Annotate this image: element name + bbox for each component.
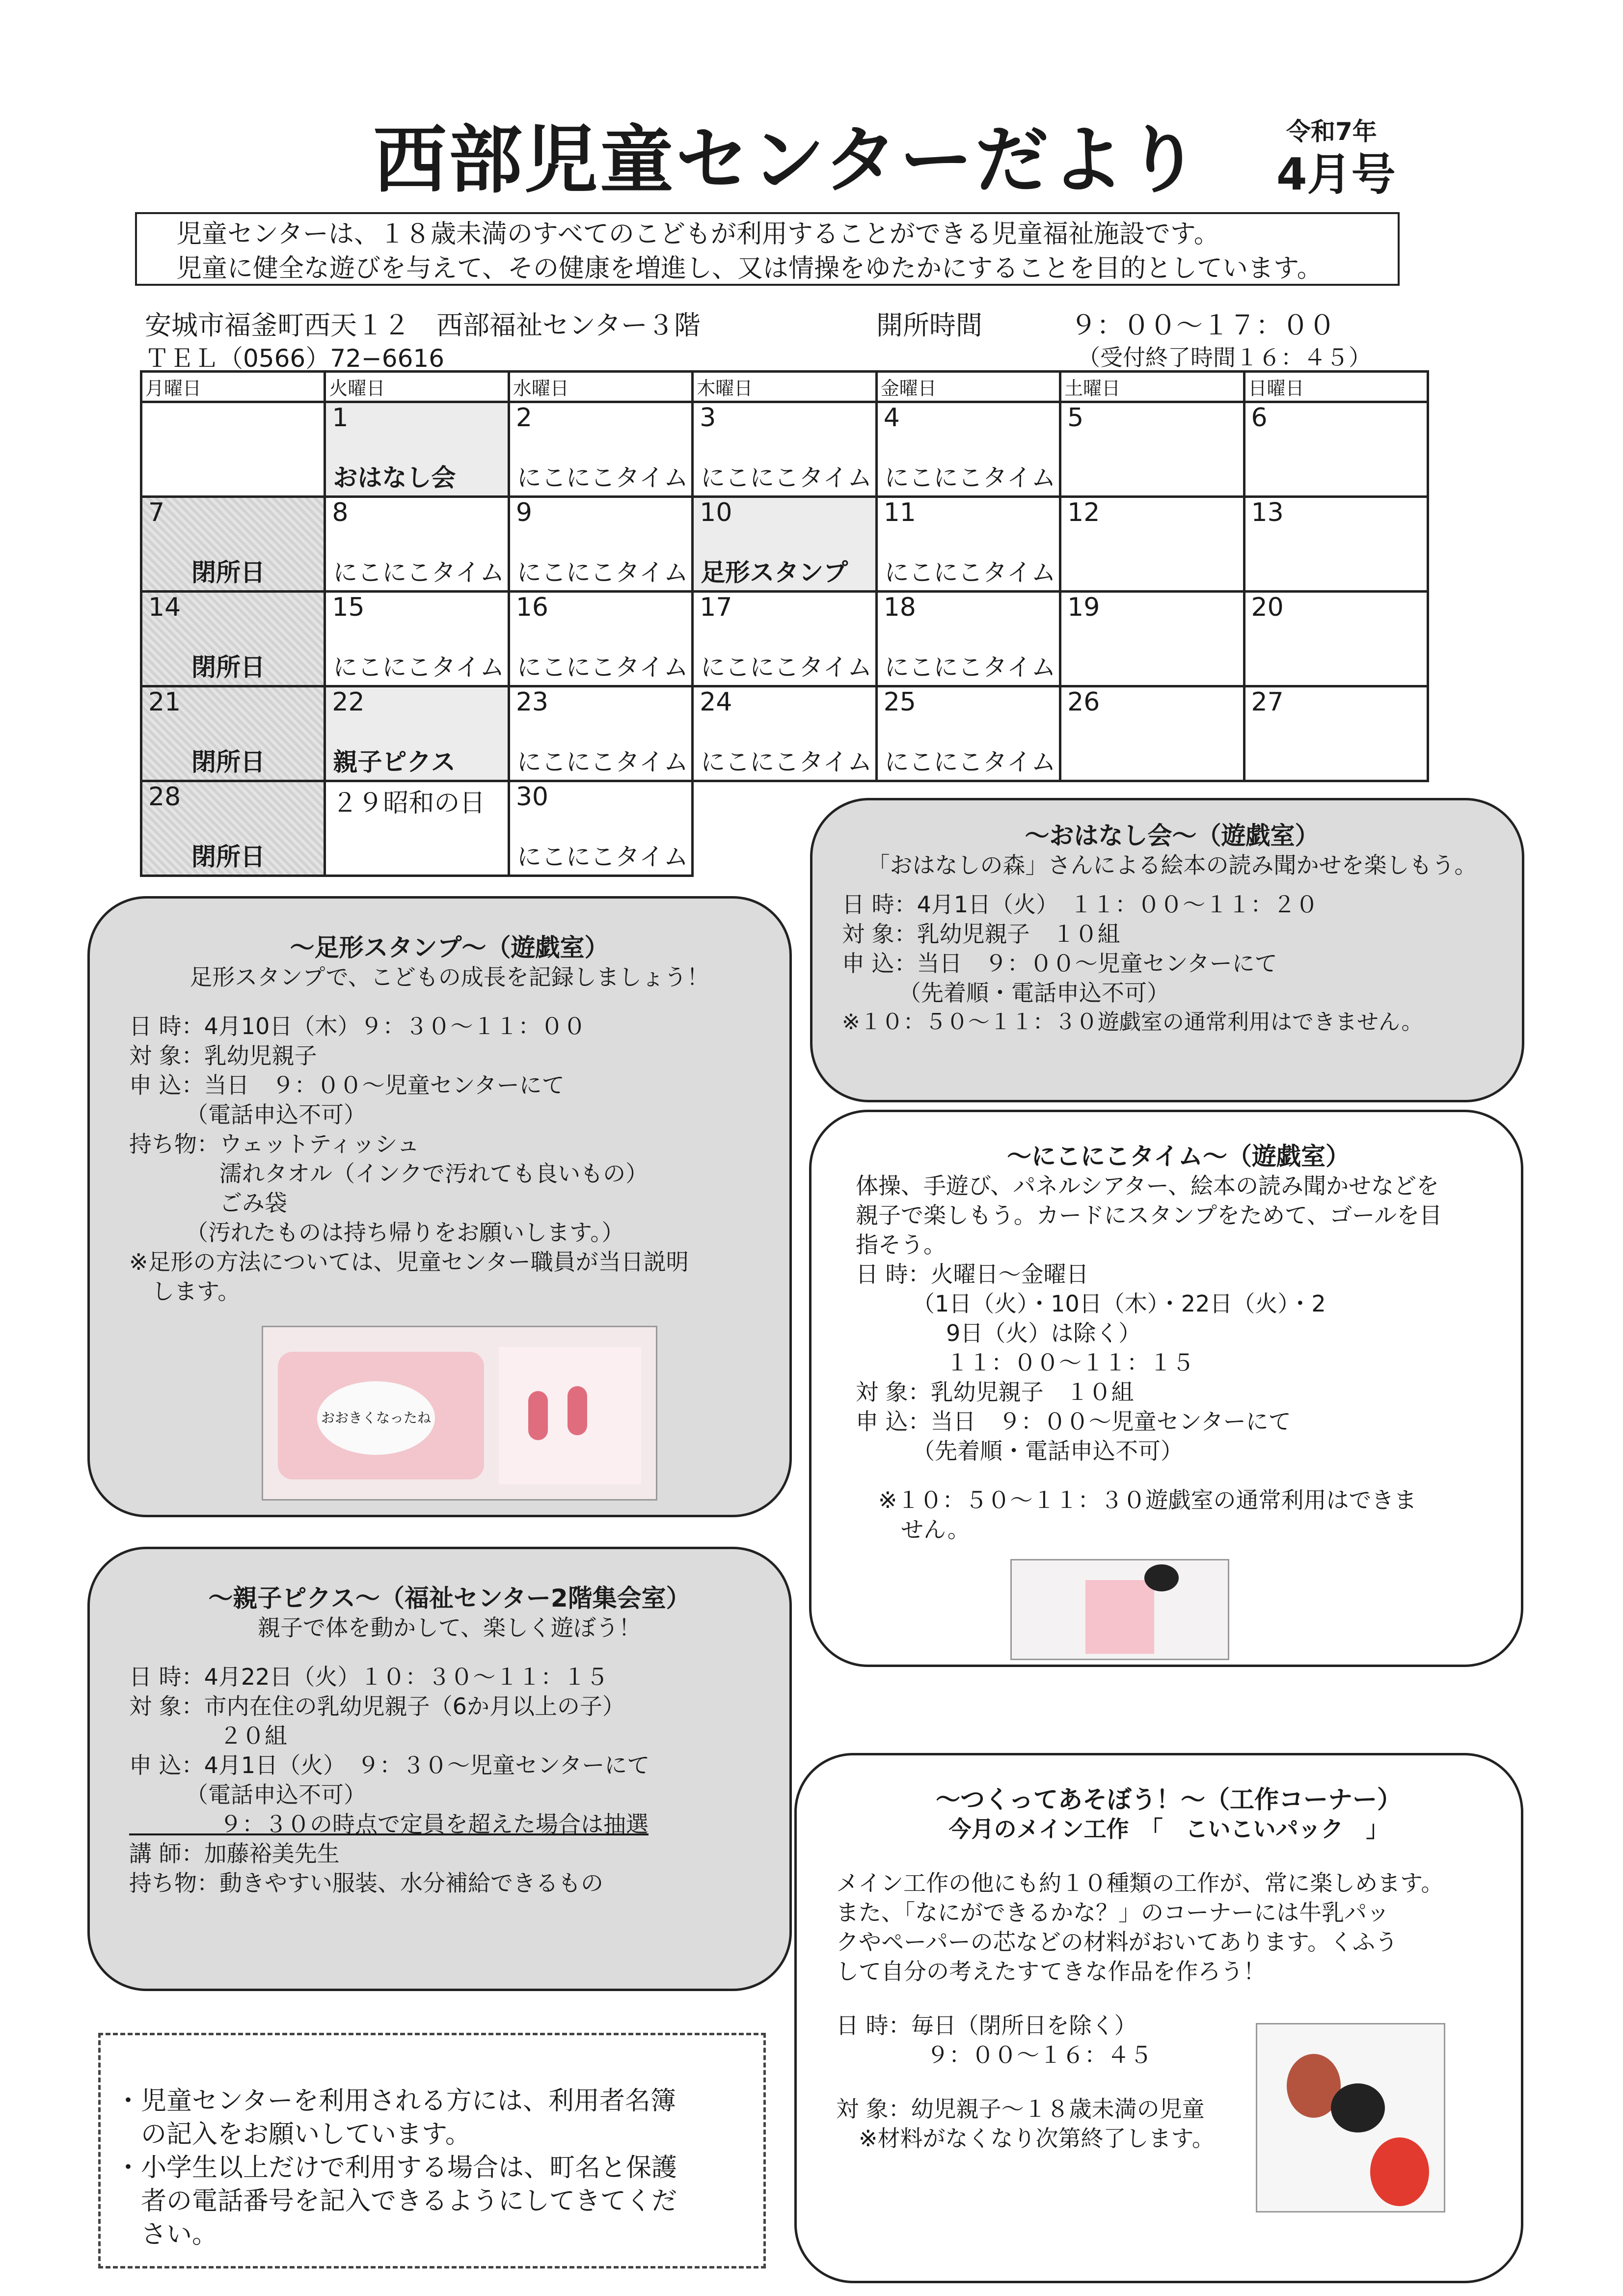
day-number: 24: [700, 687, 732, 717]
day-number: 28: [148, 782, 181, 812]
nikoniko-line: [856, 1466, 1501, 1485]
nikoniko-line: 指そう。: [856, 1231, 946, 1258]
day-number: 3: [700, 403, 716, 433]
nikoniko-line: 対 象：乳幼児親子 １０組: [856, 1379, 1134, 1405]
tsukutte-line: クやペーパーの芯などの材料がおいてあります。くふう: [836, 1929, 1398, 1955]
closed-day-label: 閉所日: [191, 748, 265, 776]
oyako-line: 日 時：4月22日（火）１０：３０〜１１：１５: [129, 1664, 609, 1690]
closed-day-label: 閉所日: [191, 843, 265, 871]
oyako-lead: 親子で体を動かして、楽しく遊ぼう！: [257, 1614, 642, 1641]
calendar-week: [141, 402, 1428, 497]
event-label: 親子ピクス: [333, 748, 456, 776]
nikoniko-line: 親子で楽しもう。カードにスタンプをためて、ゴールを目: [856, 1202, 1442, 1229]
ashigata-line: 持ち物：ウェットティッシュ: [129, 1131, 420, 1157]
day-number: 14: [148, 593, 181, 622]
tsukutte-line: ※材料がなくなり次第終了します。: [836, 2125, 1215, 2152]
nikoniko-box: [809, 1110, 1523, 1667]
tsukutte-box: [794, 1753, 1523, 2283]
ashigata-line: 日 時：4月10日（木）９：３０〜１１：００: [129, 1013, 586, 1039]
day-number: 19: [1067, 593, 1100, 622]
day-number: 20: [1251, 593, 1284, 622]
ohanashi-line: 日 時：4月1日（火） １１：００〜１１：２０: [842, 891, 1319, 918]
tsukutte-line: また、「なにができるかな？」のコーナーには牛乳パッ: [836, 1899, 1389, 1926]
ashigata-line: します。: [129, 1278, 241, 1305]
tsukutte-line: して自分の考えたすてきな作品を作ろう！: [836, 1958, 1266, 1985]
edition-month: 4月号: [1276, 149, 1396, 200]
notice-line: さい。: [115, 2220, 218, 2249]
tsukutte-line: 日 時：毎日（閉所日を除く）: [836, 2012, 1137, 2039]
calendar-day: [325, 402, 509, 497]
day-number: 13: [1251, 498, 1284, 527]
nikoniko-title: 〜にこにこタイム〜（遊戯室）: [1007, 1142, 1350, 1171]
calendar-day: [1244, 686, 1428, 781]
event-label: にこにこタイム: [333, 558, 505, 587]
ohanashi-lead: 「おはなしの森」さんによる絵本の読み聞かせを楽しもう。: [867, 852, 1477, 878]
ohanashi-line: 対 象：乳幼児親子 １０組: [842, 921, 1120, 947]
ohanashi-box: [810, 798, 1524, 1102]
intro-box: [135, 212, 1400, 286]
footprint-icon: [568, 1386, 587, 1435]
closed-day-label: 閉所日: [191, 653, 265, 682]
day-number: 25: [883, 687, 916, 717]
calendar-day: [693, 497, 876, 592]
oyako-line: 対 象：市内在住の乳幼児親子（6か月以上の子）: [129, 1693, 625, 1720]
calendar-day: [509, 497, 692, 592]
page-title: 西部児童センターだより: [373, 118, 1202, 203]
footprint-photo: [262, 1326, 657, 1501]
tsukutte-line: [836, 1986, 1501, 2011]
notice-line: ・小学生以上だけで利用する場合は、町名と保護: [115, 2153, 677, 2183]
nikoniko-line: 日 時：火曜日〜金曜日: [856, 1261, 1089, 1287]
ashigata-line: （汚れたものは持ち帰りをお願いします。）: [129, 1219, 624, 1246]
notice-line: ・児童センターを利用される方には、利用者名簿: [115, 2086, 676, 2116]
day-number: 12: [1067, 498, 1100, 527]
stamp-card-icon: [1085, 1580, 1154, 1654]
ohanashi-line: （先着順・電話申込不可）: [842, 980, 1169, 1006]
oyako-line: 持ち物：動きやすい服装、水分補給できるもの: [129, 1870, 603, 1896]
event-label: おはなし会: [333, 464, 456, 492]
notice-line: の記入をお願いしています。: [115, 2120, 471, 2149]
tsukutte-line: 対 象：幼児親子〜１８歳未満の児童: [836, 2096, 1205, 2122]
event-label: にこにこタイム: [333, 653, 505, 682]
event-label: にこにこタイム: [884, 748, 1056, 776]
oyako-title: 〜親子ピクス〜（福祉センター2階集会室）: [208, 1584, 691, 1613]
calendar-day: [141, 781, 325, 876]
weekday-header: 日曜日: [1244, 372, 1428, 402]
day-number: 21: [148, 687, 181, 717]
weekday-header: 木曜日: [693, 372, 876, 402]
intro-line: 児童に健全な遊びを与えて、その健康を増進し、又は情操をゆたかにすることを目的としています。: [176, 254, 1323, 283]
day-number: 10: [700, 498, 732, 527]
calendar-day: [876, 592, 1060, 686]
event-label: にこにこタイム: [516, 464, 688, 492]
nikoniko-line: 申 込：当日 ９：００〜児童センターにて: [856, 1408, 1291, 1435]
tsukutte-line: メイン工作の他にも約１０種類の工作が、常に楽しめます。: [836, 1870, 1444, 1896]
calendar-day: [1244, 497, 1428, 592]
intro-line: 児童センターは、１８歳未満のすべてのこどもが利用することができる児童福祉施設です。: [176, 219, 1219, 249]
weekday-header: 水曜日: [509, 372, 692, 402]
day-number: 16: [515, 593, 549, 622]
event-label: にこにこタイム: [884, 653, 1056, 682]
day-number: 22: [332, 687, 365, 717]
event-label: にこにこタイム: [516, 843, 688, 871]
calendar-day: [509, 781, 692, 876]
calendar-day: [325, 497, 509, 592]
event-label: 足形スタンプ: [701, 558, 848, 587]
event-label: にこにこタイム: [701, 748, 872, 776]
calendar-day: [509, 592, 692, 686]
calendar-day: [1060, 592, 1244, 686]
day-number: 15: [332, 593, 365, 622]
event-label: にこにこタイム: [701, 464, 872, 492]
day-number: 9: [515, 498, 532, 527]
day-number: ２９昭和の日: [332, 789, 486, 818]
calendar-day: [141, 686, 325, 781]
calendar-day: [325, 781, 509, 876]
calendar-day: [141, 497, 325, 592]
tsukutte-main-craft: 今月のメイン工作 「 こいこいパック 」: [948, 1816, 1389, 1842]
day-number: 23: [515, 687, 549, 717]
calendar-day: [693, 402, 876, 497]
calendar-day: [1060, 686, 1244, 781]
oyako-line: 申 込：4月1日（火） ９：３０〜児童センターにて: [129, 1752, 650, 1778]
calendar-day: [1060, 402, 1244, 497]
calendar-day: [141, 592, 325, 686]
ashigata-line: ごみ袋: [129, 1190, 287, 1216]
calendar-day: [509, 402, 692, 497]
day-number: 26: [1067, 687, 1100, 717]
calendar-day: [876, 686, 1060, 781]
weekday-header: 火曜日: [325, 372, 509, 402]
ashigata-line: （電話申込不可）: [129, 1101, 366, 1128]
address: 安城市福釜町西天１２ 西部福祉センター３階: [145, 310, 701, 341]
oyako-box: [87, 1547, 792, 1991]
event-label: にこにこタイム: [516, 653, 688, 682]
day-number: 8: [332, 498, 349, 527]
telephone: ＴＥＬ（0566）72−6616: [145, 344, 445, 373]
oyako-line: 講 師：加藤裕美先生: [129, 1840, 340, 1867]
footprint-icon: [528, 1391, 548, 1440]
oyako-line: （電話申込不可）: [129, 1781, 366, 1808]
nikoniko-line: 体操、手遊び、パネルシアター、絵本の読み聞かせなどを: [856, 1173, 1439, 1199]
nikoniko-line: せん。: [856, 1516, 970, 1543]
nikoniko-line: （先着順・電話申込不可）: [856, 1438, 1183, 1464]
calendar-week: [141, 686, 1428, 781]
ohanashi-line: 申 込：当日 ９：００〜児童センターにて: [842, 950, 1277, 977]
reception-time: （受付終了時間１６：４５）: [1078, 344, 1371, 371]
nikoniko-line: 9日（火）は除く）: [856, 1320, 1141, 1346]
event-label: にこにこタイム: [884, 464, 1056, 492]
hours-label: 開所時間: [876, 310, 982, 341]
ashigata-line: ※足形の方法については、児童センター職員が当日説明: [129, 1249, 689, 1275]
ashigata-box: [87, 896, 792, 1517]
day-number: 27: [1251, 687, 1284, 717]
day-number: 17: [700, 593, 732, 622]
tsukutte-title: 〜つくってあそぼう！〜（工作コーナー）: [936, 1785, 1402, 1814]
calendar-day: [876, 497, 1060, 592]
calendar-day: [693, 686, 876, 781]
ashigata-lead: 足形スタンプで、こどもの成長を記録しましょう！: [189, 964, 709, 990]
weekday-header: 土曜日: [1060, 372, 1244, 402]
calendar-day: [325, 592, 509, 686]
closed-day-label: 閉所日: [191, 558, 265, 587]
ohanashi-line: ※１０：５０〜１１：３０遊戯室の通常利用はできません。: [842, 1010, 1423, 1035]
oyako-line: ２０組: [129, 1722, 287, 1749]
ashigata-line: 申 込：当日 ９：００〜児童センターにて: [129, 1072, 565, 1098]
opening-hours: ９：００〜１７：００: [1070, 310, 1335, 341]
nikoniko-line: １１：００〜１１：１５: [856, 1349, 1194, 1376]
ashigata-line: 対 象：乳幼児親子: [129, 1042, 317, 1069]
nikoniko-line: （1日（火）・10日（木）・22日（火）・2: [856, 1290, 1326, 1317]
day-number: 30: [515, 782, 549, 812]
craft-red-shape: [1370, 2137, 1429, 2206]
event-label: にこにこタイム: [884, 558, 1056, 587]
tsukutte-line: ９：００〜１６：４５: [836, 2042, 1152, 2068]
calendar-day: [693, 592, 876, 686]
weekday-row: [141, 372, 1428, 402]
day-number: 11: [883, 498, 916, 527]
photo-label: おおきくなったね: [317, 1381, 435, 1455]
nikoniko-line: ※１０：５０〜１１：３０遊戯室の通常利用はできま: [856, 1487, 1417, 1513]
notice-line: 者の電話番号を記入できるようにしてきてくだ: [115, 2187, 677, 2216]
event-label: にこにこタイム: [701, 653, 872, 682]
event-label: にこにこタイム: [516, 748, 688, 776]
edition-era: 令和7年: [1286, 117, 1377, 146]
ohanashi-title: 〜おはなし会〜（遊戯室）: [1025, 821, 1320, 850]
character-icon: [1144, 1564, 1179, 1591]
day-number: 7: [148, 498, 165, 527]
day-number: 4: [883, 403, 900, 433]
day-number: 5: [1067, 403, 1084, 433]
calendar-day: [141, 402, 325, 497]
craft-photo: [1256, 2023, 1445, 2213]
ashigata-line: 濡れタオル（インクで汚れても良いもの）: [129, 1160, 649, 1187]
event-label: にこにこタイム: [516, 558, 688, 587]
calendar-day: [1244, 592, 1428, 686]
day-number: 18: [883, 593, 916, 622]
calendar-day: [1244, 402, 1428, 497]
weekday-header: 金曜日: [876, 372, 1060, 402]
calendar-day: [1060, 497, 1244, 592]
calendar-day: [325, 686, 509, 781]
day-number: 6: [1251, 403, 1268, 433]
oyako-lottery-note: ９：３０の時点で定員を超えた場合は抽選: [129, 1811, 649, 1837]
ashigata-title: 〜足形スタンプ〜（遊戯室）: [290, 933, 609, 962]
calendar-day: [509, 686, 692, 781]
craft-character-icon: [1331, 2083, 1385, 2132]
day-number: 2: [515, 403, 532, 433]
weekday-header: 月曜日: [141, 372, 325, 402]
day-number: 1: [332, 403, 349, 433]
notice-box: [98, 2033, 766, 2269]
calendar-week: [141, 497, 1428, 592]
calendar-day: [876, 402, 1060, 497]
calendar-week: [141, 592, 1428, 686]
stamp-card-photo: [1010, 1559, 1229, 1660]
